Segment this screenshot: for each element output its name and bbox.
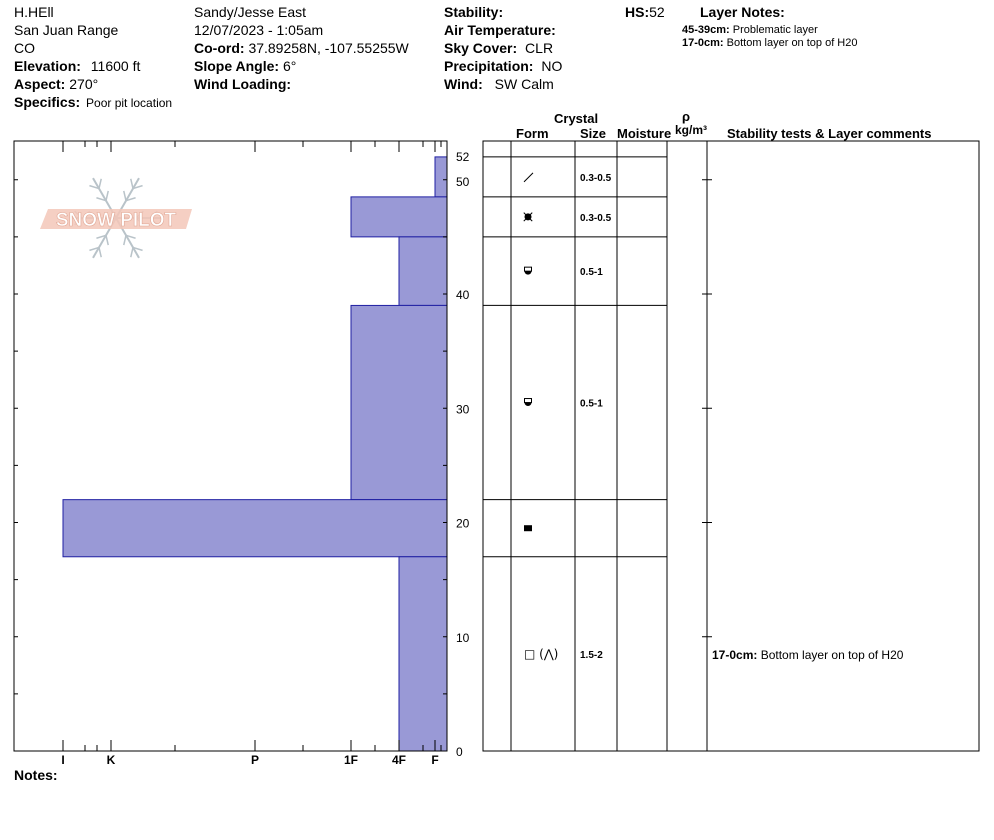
faceted-depth-hoar-icon <box>524 647 558 661</box>
moisture-header: Moisture <box>617 126 672 141</box>
elevation-value: 11600 ft <box>90 58 141 74</box>
depth-tick-label: 10 <box>456 630 470 645</box>
layer-note-text: Problematic layer <box>732 24 818 36</box>
wind-value: SW Calm <box>494 76 554 92</box>
crystal-header: Crystal <box>554 111 599 126</box>
aspect-label: Aspect: <box>14 76 66 92</box>
layer-notes-title: Layer Notes: <box>700 4 785 20</box>
hardness-tick-label: P <box>250 753 260 767</box>
observer-name: H.HEll <box>14 4 54 20</box>
hardness-bar <box>351 197 447 237</box>
round-half <box>525 271 532 275</box>
snowflake-branch <box>131 179 133 189</box>
mountain-range: San Juan Range <box>14 22 119 38</box>
stability-label: Stability: <box>444 4 504 20</box>
grain-size: 1.5-2 <box>580 649 603 661</box>
comments-header: Stability tests & Layer comments <box>727 126 932 141</box>
grain-size: 0.5-1 <box>580 398 603 410</box>
density-unit-header: kg/m³ <box>675 123 708 137</box>
layer-note-range: 45-39cm: <box>682 24 730 36</box>
slope-label: Slope Angle: <box>194 58 280 74</box>
sky-label: Sky Cover: <box>444 40 518 56</box>
faceted-round-icon <box>525 267 532 275</box>
notes-label: Notes: <box>14 767 58 783</box>
state: CO <box>14 40 35 56</box>
spiked-dot-icon <box>524 213 532 221</box>
snowflake-branch <box>124 235 126 245</box>
specifics-value: Poor pit location <box>86 96 173 110</box>
depth-tick-label: 40 <box>456 288 470 302</box>
layer-note-text: Bottom layer on top of H20 <box>726 37 858 49</box>
grain-size: 0.3-0.5 <box>580 172 612 184</box>
depth-tick-label: 50 <box>456 174 470 189</box>
hardness-bar <box>63 500 447 557</box>
slash-icon <box>524 173 533 182</box>
precip-value: NO <box>541 58 563 74</box>
layer-comment-range: 17-0cm: <box>712 647 761 662</box>
elevation-label: Elevation: <box>14 58 81 74</box>
hardness-tick-label: I <box>61 753 65 767</box>
hardness-bar <box>399 237 447 306</box>
snowflake-branch <box>131 247 133 257</box>
hardness-profile <box>63 157 447 751</box>
hardness-tick-label: K <box>106 753 116 767</box>
logo-text: SNOW PILOT <box>55 210 177 231</box>
coord-value: 37.89258N, -107.55255W <box>248 40 409 56</box>
size-header: Size <box>580 126 607 141</box>
slope-value: 6° <box>282 58 297 74</box>
depth-tick-label: 0 <box>456 745 463 759</box>
ice-block <box>524 525 532 531</box>
hardness-bar <box>435 157 447 197</box>
sky-value: CLR <box>525 40 554 56</box>
aspect-value: 270° <box>69 76 99 92</box>
snow-pilot-logo <box>40 178 192 258</box>
grain-size: 0.3-0.5 <box>580 212 612 224</box>
facet-box <box>525 267 532 271</box>
precip-label: Precipitation: <box>444 58 534 74</box>
slash-stroke <box>524 173 533 182</box>
snowflake-branch <box>99 247 101 257</box>
hardness-tick-label: F <box>431 753 439 767</box>
depth-tick-label: 52 <box>456 149 470 164</box>
layer-comment-text: Bottom layer on top of H20 <box>760 647 904 662</box>
form-header: Form <box>516 126 549 141</box>
location-name: Sandy/Jesse East <box>194 4 307 20</box>
facet-box <box>525 399 532 403</box>
faceted-round-icon <box>525 399 532 407</box>
hardness-tick-label: 1F <box>343 753 359 767</box>
snowflake-branch <box>106 235 108 245</box>
snowflake-branch <box>99 179 101 189</box>
hs-value: 52 <box>649 4 665 20</box>
layer-table <box>483 141 979 751</box>
hardness-bar <box>399 557 447 751</box>
hardness-bar <box>351 305 447 499</box>
depth-hoar-glyph: □ (⋀) <box>524 646 559 661</box>
density-rho-header: ρ <box>682 109 691 124</box>
hardness-tick-label: 4F <box>391 753 407 767</box>
snowflake-branch <box>106 191 108 201</box>
depth-tick-label: 30 <box>456 402 470 417</box>
specifics-label: Specifics: <box>14 94 81 110</box>
layer-note-range: 17-0cm: <box>682 37 724 49</box>
depth-tick-label: 20 <box>456 516 470 531</box>
layer-comment <box>712 648 904 662</box>
ice-layer-icon <box>524 525 532 531</box>
round-half <box>525 403 532 407</box>
hs-label: HS: <box>625 4 650 20</box>
coord-label: Co-ord: <box>194 40 245 56</box>
wind-loading-label: Wind Loading: <box>194 76 292 92</box>
snowflake-branch <box>124 191 126 201</box>
air-temp-label: Air Temperature: <box>444 22 556 38</box>
grain-size: 0.5-1 <box>580 267 603 279</box>
observation-datetime: 12/07/2023 - 1:05am <box>194 22 324 38</box>
wind-label: Wind: <box>444 76 483 92</box>
